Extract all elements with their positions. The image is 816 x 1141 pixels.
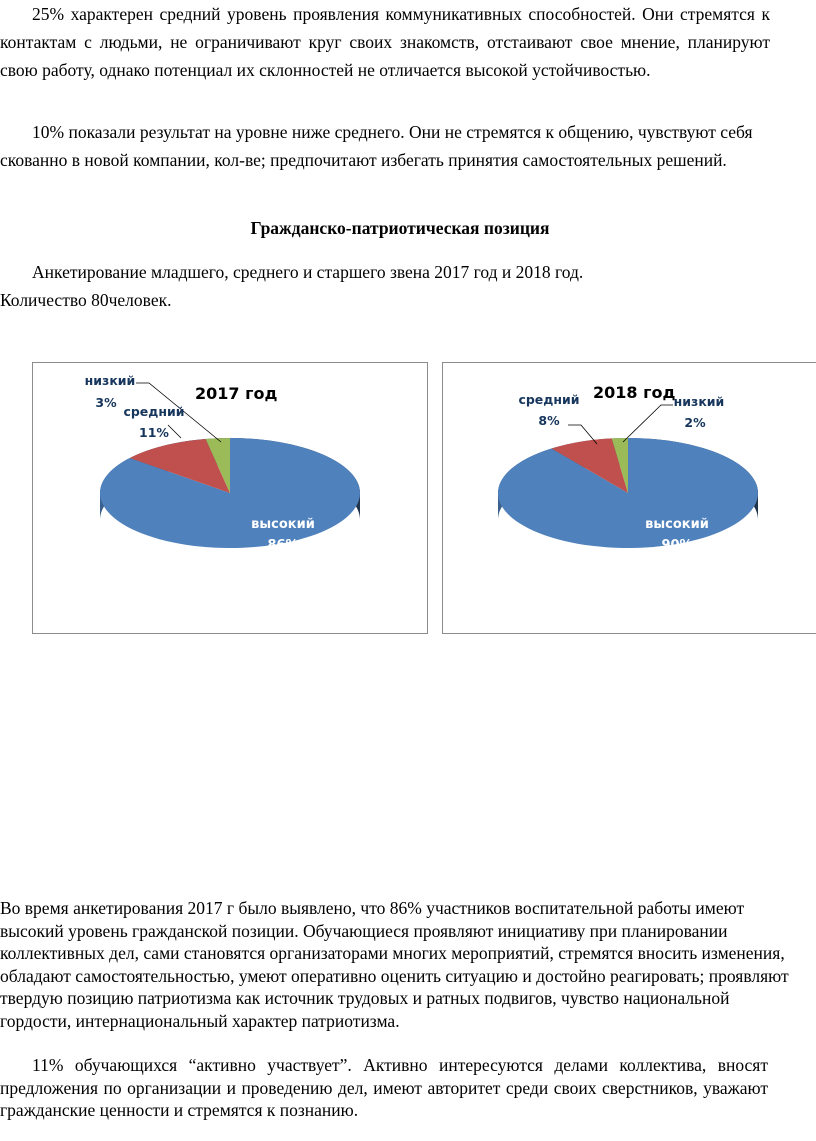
- paragraph-results-2017: Во время анкетирования 2017 г было выявлено, что 86% участников воспитательной работы имеют высокий уровень гражданской позиции. Обучающиеся проявляют инициативу при планировании коллективных дел, сами становятся организаторами многих мероприятий, стремятся вносить изменения, обладают самостоятельностью, умеют оперативно оценить ситуацию и достойно реагировать; проявляют твердую позицию патриотизма как источник трудовых и ратных подвигов, чувство национальной гордости, интернациональный характер патриотизма.: [0, 898, 789, 1031]
- paragraph-communication-average: 25% характерен средний уровень проявления коммуникативных способностей. Они стремятся к контактам с людьми, не ограничивают круг своих знакомств, отстаивают свое мнение, планируют свою работу, однако потенциал их склонностей не отличается высокой устойчивостью.: [0, 4, 770, 80]
- label-low-value-2018: 2%: [684, 415, 706, 430]
- paragraph-communication-below-average: 10% показали результат на уровне ниже среднего. Они не стремятся к общению, чувствуют себя скованно в новой компании, кол-ве; предпочитают избегать принятия самостоятельных решений.: [0, 122, 753, 170]
- label-high-name-2018: высокий: [645, 517, 709, 532]
- label-low-value-2017: 3%: [95, 395, 117, 410]
- label-mid-name-2018: средний: [518, 392, 580, 407]
- pie-2018-top: [498, 438, 758, 548]
- pie-chart-2017: [32, 362, 428, 634]
- label-mid-value-2017: 11%: [139, 425, 169, 440]
- survey-count: Количество 80человек.: [0, 290, 172, 310]
- section-heading: Гражданско-патриотическая позиция: [250, 218, 550, 238]
- paragraph-active-participation: 11% обучающихся “активно участвует”. Активно интересуются делами коллектива, вносят предложения по организации и проведению дел, имеют авторитет среди своих сверстников, уважают гражданские ценности и стремятся к познанию.: [0, 1055, 768, 1120]
- label-high-name-2017: высокий: [251, 517, 315, 532]
- pie-chart-2017-svg: [33, 363, 427, 633]
- label-high-value-2018: 90%: [661, 538, 693, 553]
- label-mid-name-2017: средний: [123, 404, 185, 419]
- pie-chart-2018-svg: [443, 363, 816, 633]
- chart-title-2018: 2018 год: [593, 383, 676, 402]
- chart-title-2017: 2017 год: [195, 384, 278, 403]
- label-low-name-2018: низкий: [673, 394, 725, 409]
- label-mid-value-2018: 8%: [538, 413, 560, 428]
- survey-description: Анкетирование младшего, среднего и старшего звена 2017 год и 2018 год.: [32, 262, 584, 282]
- pie-chart-2018: [442, 362, 816, 634]
- label-low-name-2017: низкий: [84, 373, 136, 388]
- label-high-value-2017: 86%: [267, 538, 299, 553]
- pie-2017-top: [100, 438, 360, 548]
- leader-line-low-2018: [623, 405, 673, 442]
- leader-line-mid-2017: [168, 425, 181, 438]
